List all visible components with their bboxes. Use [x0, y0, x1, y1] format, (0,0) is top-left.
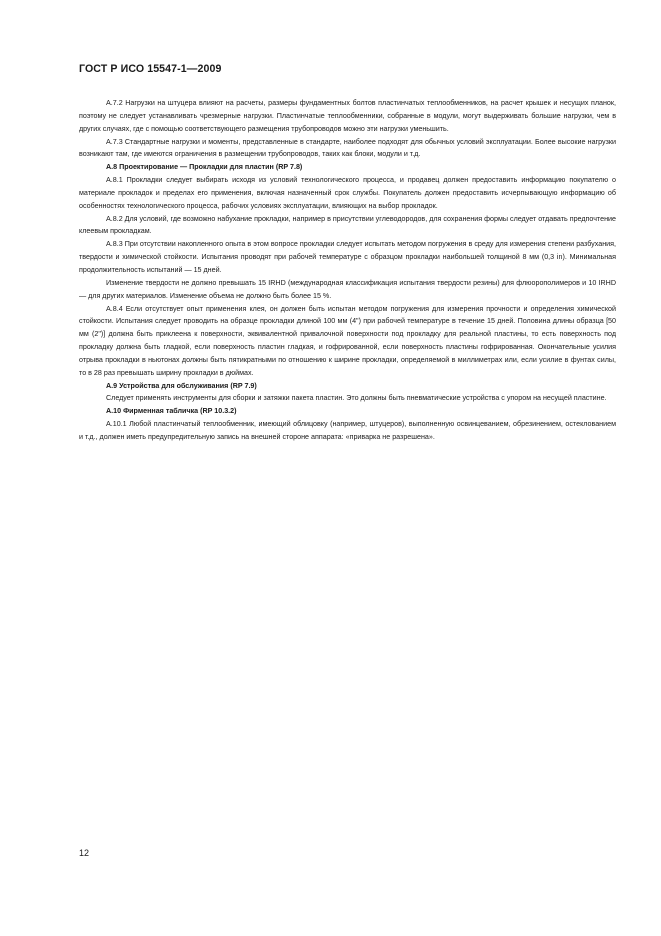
page-number: 12: [79, 848, 90, 858]
paragraph-a-10-1: А.10.1 Любой пластинчатый теплообменник, имеющий облицовку (например, штуцеров), выполненную освинцеванием, обрезинением, остеклованием и т.д., должен иметь предупредительную запись на внешней стороне аппарата: «приварка не разрешена».: [79, 420, 616, 441]
paragraph-a-8-2: А.8.2 Для условий, где возможно набухание прокладки, например в присутствии углеводородов, для сохранения формы следует отдавать предпочтение клеевым прокладкам.: [79, 214, 616, 236]
paragraph-a-8-4: А.8.4 Если отсутствует опыт применения клея, он должен быть испытан методом погружения для измерения прочности и определения химической стойкости. Испытания следует проводить на образце прокладки длиной 100 мм (4") при рабочей температуре в течение 15 дней. Половина длины образца [50 мм (2")] должна быть приклеена к поверхности, эквивалентной привалочной поверхности под прокладку для реальной пластины, то есть поверхность под прокладку должна быть гладкой, если поверхность пластин гладкая, и гофрированной, если поверхность пластины гофрированная. Окончательные усилия отрыва прокладки в ньютонах должны быть пятикратными по отношению к ширине прокладки, определяемой в миллиметрах или, если усилие в фунтах силы, то в 28 раз превышать ширину прокладки в дюймах.: [79, 304, 616, 377]
section-heading-a-10: А.10 Фирменная табличка (RP 10.3.2): [106, 407, 237, 416]
paragraph-a-8-1: А.8.1 Прокладки следует выбирать исходя из условий технологического процесса, и продавец должен предоставить информацию покупателю о материале прокладок и пределах его применения, включая назначенный срок службы. Покупатель должен предоставить исчерпывающую информацию об особенностях технологического процесса, рабочих условиях эксплуатации, влияющих на выбор прокладок.: [79, 176, 616, 210]
document-body: [79, 97, 616, 444]
paragraph-a-7-3: А.7.3 Стандартные нагрузки и моменты, представленные в стандарте, наиболее подходят для обычных условий эксплуатации. Более высокие нагрузки возникают там, где имеются ограничения в размещении трубопроводов, таких как блоки, модули и т.д.: [79, 137, 616, 159]
paragraph-a-9-text: Следует применять инструменты для сборки и затяжки пакета пластин. Это должны быть пневматические устройства с упором на несущей пластине.: [106, 394, 607, 403]
section-heading-a-9: А.9 Устройства для обслуживания (RP 7.9): [106, 381, 257, 390]
paragraph-hardness-change: Изменение твердости не должно превышать 15 IRHD (международная классификация испытания твердости резины) для флюорополимеров и 10 IRHD — для других материалов. Изменение объема не должно быть более 15 %.: [79, 278, 616, 300]
document-header: ГОСТ Р ИСО 15547-1—2009: [79, 63, 222, 75]
paragraph-a-8-3: А.8.3 При отсутствии накопленного опыта в этом вопросе прокладки следует испытать методом погружения в среду для измерения степени разбухания, твердости и химической стойкости. Испытания проводят при рабочей температуре с образцом прокладки наибольшей толщиной 8 мм (0,3 in). Минимальная продолжительность испытаний — 15 дней.: [79, 240, 616, 274]
paragraph-a-7-2: А.7.2 Нагрузки на штуцера влияют на расчеты, размеры фундаментных болтов пластинчатых теплообменников, на расчет крышек и несущих планок, поэтому не следует устанавливать чрезмерные нагрузки. Пластинчатые теплообменники, собранные в модули, могут выдерживать большие нагрузки, чем в других случаях, где с помощью соответствующего размещения трубопроводов можно эти нагрузки уменьшить.: [79, 99, 616, 133]
section-heading-a-8: А.8 Проектирование — Прокладки для пластин (RP 7.8): [106, 163, 303, 172]
